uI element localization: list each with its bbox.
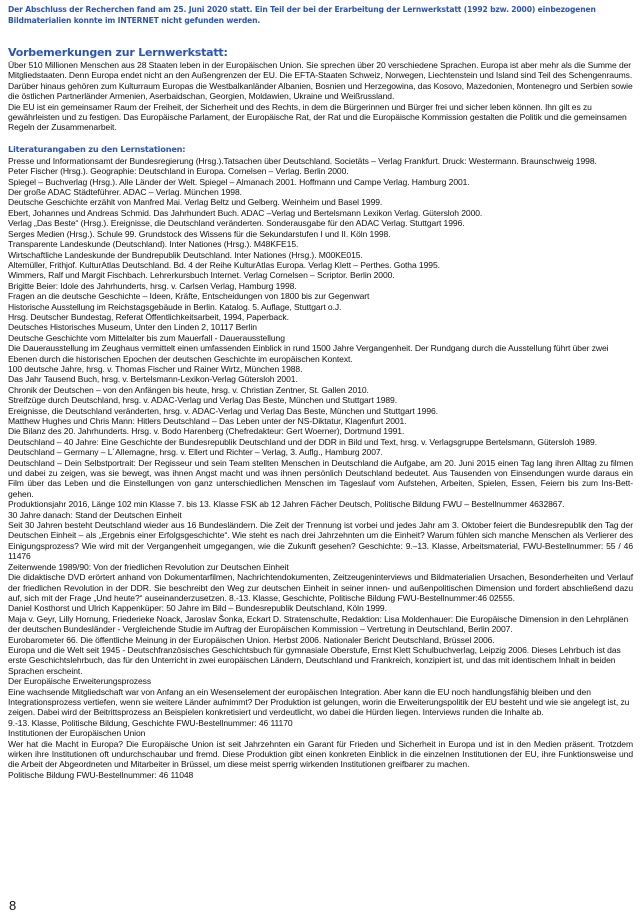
literature-entry: Ebert, Johannes und Andreas Schmid. Das Jahrhundert Buch. ADAC –Verlag und Bertelsmann Lexikon Verlag. Gütersloh 2000. (8, 207, 483, 218)
page-number: 8 (9, 898, 17, 913)
literature-entry: Ereignisse, die Deutschland veränderten, hrsg. v. ADAC-Verlag und Verlag Das Beste, München und Stuttgart 1996. (8, 405, 438, 416)
literature-entry: Deutschland – Dein Selbstportrait: Der Regisseur und sein Team stellten Menschen in Deutschland die Aufgabe, am 20. Juni 2015 einen Tag lang ihren Alltag zu filmen und dabei zu zeigen, was sie bewegt, was ihnen Angst macht und was ihnen persönlich Deutschland bedeutet. Aus Tausenden von Einsendungen wurde daraus ein Film über das Leben und die Einstellungen von ganz unterschiedlichen Menschen im Tageslauf vom Aufstehen, Arbeiten, Spielen, Essen, Feiern bis zum Ins-Bett-gehen. (8, 457, 633, 499)
literature-entry: Eine wachsende Mitgliedschaft war von Anfang an ein Wesenselement der europäischen Integration. Aber kann die EU noch handlungsfähig bleiben und den Integrationsprozess vertiefen, wenn sie weitere Länder aufnimmt? Der Produktion ist gelungen, worin die Erweiterungspolitik der EU besteht und wie sie angelegt ist, zu zeigen. Dabei wird der Beitrittsprozess an Beispielen konkretisiert und verdeutlicht, wo dabei die Hürden liegen. Interviews runden die Inhalte ab. (8, 686, 630, 718)
literature-entry: Wer hat die Macht in Europa? Die Europäische Union ist seit Jahrzehnten ein Garant für Frieden und Sicherheit in Europa und ist in den Medien präsent. Trotzdem wirken ihre Institutionen oft undurchschaubar und fremd. Diese Produktion gibt einen konkreten Einblick in die einzelnen Institutionen der EU, ihre Funktionsweise und die Arbeit der Abgeordneten und Mitarbeiter in Brüssel, um diese meist sperrig wirkenden Institutionen greifbarer zu machen. (8, 738, 633, 770)
literature-entry: 9.-13. Klasse, Politische Bildung, Geschichte FWU-Bestellnummer: 46 11170 (8, 717, 293, 728)
literature-entry: Verlag „Das Beste“ (Hrsg.). Ereignisse, die Deutschland veränderten. Sonderausgabe für den ADAC Verlag. Stuttgart 1996. (8, 218, 465, 229)
literature-entry: Brigitte Beier: Idole des Jahrhunderts, hrsg. v. Carlsen Verlag, Hamburg 1998. (8, 280, 297, 291)
literature-entry: Der große ADAC Städteführer. ADAC – Verlag. München 1998. (8, 187, 242, 198)
intro-heading: Vorbemerkungen zur Lernwerkstatt: (8, 46, 228, 59)
literature-entry: Europa und die Welt seit 1945 - Deutschfranzösisches Geschichtsbuch für gymnasiale Oberstufe, Ernst Klett Schulbuchverlag, Leipzig 2006. Dieses Lehrbuch ist das erste Geschichtslehrbuch, das für den Unterricht in zwei europäischen Ländern, Deutschland und Frankreich, konzipiert ist, und das mit identischem Inhalt in beiden Sprachen erscheint. (8, 644, 621, 676)
intro-text (8, 60, 633, 133)
literature-entry: Der Europäische Erweiterungsprozess (8, 676, 152, 687)
literature-entry: 30 Jahre danach: Stand der Deutschen Einheit (8, 509, 182, 520)
literature-entry: Eurobarometer 66. Die öffentliche Meinung in der Europäischen Union. Herbst 2006. Nationaler Bericht Deutschland, Brüssel 2006. (8, 634, 495, 645)
literature-entry: Chronik der Deutschen – von den Anfängen bis heute, hrsg. v. Christian Zentner, St. Gallen 2010. (8, 384, 369, 395)
intro-paragraph: Über 510 Millionen Menschen aus 28 Staaten leben in der Europäischen Union. Sie sprechen über 20 verschiedene Sprachen. Europa ist aber mehr als die Summe der Mitgliedstaaten. Denn Europa endet nicht an den Außengrenzen der EU. Die EFTA-Staaten Schweiz, Norwegen, Liechtenstein und Island sind Teil des Schengenraums. Darüber hinaus gehören zum Kulturraum Europas die Westbalkanländer Albanien, Bosnien und Herzegowina, das Kosovo, Mazedonien, Montenegro und Serbien sowie die östlichen Partnerländer Armenien, Aserbaidschan, Georgien, Moldawien, Ukraine und Weißrussland. (8, 60, 633, 102)
literature-heading: Literaturangaben zu den Lernstationen: (8, 143, 186, 154)
literature-entry: Historische Ausstellung im Reichstagsgebäude in Berlin. Katalog. 5. Auflage, Stuttgart o.J. (8, 301, 342, 312)
literature-entry: Hrsg. Deutscher Bundestag, Referat Öffentlichkeitsarbeit, 1994, Paperback. (8, 311, 289, 322)
literature-list (8, 156, 633, 780)
literature-entry: Presse und Informationsamt der Bundesregierung (Hrsg.).Tatsachen über Deutschland. Societäts – Verlag Frankfurt. Druck: Westermann. Braunschweig 1998. (8, 155, 597, 166)
literature-entry: Die Dauerausstellung im Zeughaus vermittelt einen umfassenden Einblick in rund 1500 Jahre Vergangenheit. Der Rundgang durch die Ausstellung führt über zwei Ebenen durch die historischen Epochen der deutschen Geschichte im europäischen Kontext. (8, 343, 609, 364)
literature-entry: Das Jahr Tausend Buch, hrsg. v. Bertelsmann-Lexikon-Verlag Gütersloh 2001. (8, 374, 298, 385)
literature-entry: Transparente Landeskunde (Deutschland). Inter Nationes (Hrsg.). M48KFE15. (8, 239, 299, 250)
literature-entry: Maja v. Geyr, Lilly Hornung, Friederieke Noack, Jaroslav Šonka, Eckart D. Stratenschulte, Redaktion: Lisa Moldenhauer: Die Europäische Dimension in den Lehrplänen der deutschen Bundesländer - Vergleichende Studie im Auftrag der Europäischen Kommission – Vertretung in Deutschland, Berlin 2007. (8, 613, 629, 635)
literature-entry: Seit 30 Jahren besteht Deutschland wieder aus 16 Bundesländern. Die Zeit der Trennung ist vorbei und jedes Jahr am 3. Oktober feiert die Bundesrepublik den Tag der Deutschen Einheit – als „Ergebnis einer Erfolgsgeschichte“. Wie steht es nach drei Jahrzehnten um die Einheit? Warum fühlen sich manche Menschen als Verlierer des Einigungsprozess? Wie wird mit der Vergangenheit umgegangen, wie die Zukunft gesehen? Geschichte: 9.–13. Klasse, Arbeitsmaterial, FWU-Bestellnummer: 55 / 46 11476 (8, 520, 633, 562)
literature-entry: Fragen an die deutsche Geschichte – Ideen, Kräfte, Entscheidungen von 1800 bis zur Gegenwart (8, 291, 370, 302)
literature-entry: Streifzüge durch Deutschland, hrsg. v. ADAC-Verlag und Verlag Das Beste, München und Stuttgart 1989. (8, 395, 398, 406)
literature-entry: Altemüller, Frithjof. KulturAtlas Deutschland. Bd. 4 der Reihe KulturAtlas Europa. Verlag Klett – Perthes. Gotha 1995. (8, 259, 440, 270)
intro-paragraph: Die EU ist ein gemeinsamer Raum der Freiheit, der Sicherheit und des Rechts, in dem die Bürgerinnen und Bürger frei und sicher leben können. Ihn gilt es zu gewährleisten und zu festigen. Das Europäische Parlament, der Europäische Rat, der Rat und die Europäische Kommission gestalten die Politik und die gemeinsamen Regeln der Zusammenarbeit. (8, 101, 627, 133)
literature-entry: Peter Fischer (Hrsg.). Geographie: Deutschland in Europa. Cornelsen – Verlag. Berlin 2000. (8, 166, 349, 177)
literature-entry: Spiegel – Buchverlag (Hrsg.). Alle Länder der Welt. Spiegel – Almanach 2001. Hoffmann und Campe Verlag. Hamburg 2001. (8, 176, 470, 187)
literature-entry: Zeitenwende 1989/90: Von der friedlichen Revolution zur Deutschen Einheit (8, 561, 289, 572)
literature-entry: Politische Bildung FWU-Bestellnummer: 46 11048 (8, 769, 194, 780)
literature-entry: Deutschland – 40 Jahre: Eine Geschichte der Bundesrepublik Deutschland und der DDR in Bild und Text, hrsg. v. Verlagsgruppe Bertelsmann, Gütersloh 1989. (8, 436, 598, 447)
literature-entry: Die didaktische DVD erörtert anhand von Dokumentarfilmen, Nachrichtendokumenten, Zeitzeugeninterviews und Bildmaterialien Ursachen, Besonderheiten und Verlauf der friedlichen Revolution in der DDR. Sie beschreibt den Weg zur deutschen Einheit in seiner innen- und außenpolitischen Dimension und fordert abschließend dazu auf, sich mit der Frage „Und heute?“ auseinanderzusetzen. 8.-13. Klasse, Geschichte, Politische Bildung FWU-Bestellnummer:46 02555. (8, 572, 633, 603)
literature-entry: Die Bilanz des 20. Jahrhunderts. Hrsg. v. Bodo Harenberg (Chefredakteur: Gert Woerner), Dortmund 1991. (8, 426, 405, 437)
literature-entry: Daniel Kosthorst und Ulrich Kappenküper: 50 Jahre im Bild – Bundesrepublik Deutschland, Köln 1999. (8, 603, 387, 614)
literature-entry: Serges Medien (Hrsg.). Schule 99. Grundstock des Wissens für die Sekundarstufen I und II. Köln 1998. (8, 228, 391, 239)
literature-entry: Deutsches Historisches Museum, Unter den Linden 2, 10117 Berlin (8, 322, 257, 333)
literature-entry: Deutsche Geschichte vom Mittelalter bis zum Mauerfall - Dauerausstellung (8, 332, 285, 343)
document-page (8, 4, 633, 780)
literature-entry: Produktionsjahr 2016, Länge 102 min Klasse 7. bis 13. Klasse FSK ab 12 Jahren Fächer Deutsch, Politische Bildung FWU – Bestellnummer 4632867. (8, 499, 565, 510)
literature-entry: Wirtschaftliche Landeskunde der Bundrepublik Deutschland. Inter Nationes (Hrsg.). M00KE015. (8, 249, 363, 260)
literature-entry: 100 deutsche Jahre, hrsg. v. Thomas Fischer und Rainer Wirtz, München 1988. (8, 363, 303, 374)
literature-entry: Matthew Hughes und Chris Mann: Hitlers Deutschland – Das Leben unter der NS-Diktatur, Klagenfurt 2001. (8, 416, 407, 426)
literature-entry: Institutionen der Europäischen Union (8, 728, 146, 739)
research-notice: Der Abschluss der Recherchen fand am 25. Juni 2020 statt. Ein Teil der bei der Erarbeitung der Lernwerkstatt (1992 bzw. 2000) einbezogenen Bildmaterialien konnte im INTERNET nicht gefunden werden. (8, 5, 596, 25)
literature-entry: Deutsche Geschichte erzählt von Manfred Mai. Verlag Beltz und Gelberg. Weinheim und Basel 1999. (8, 197, 383, 208)
literature-entry: Wimmers, Ralf und Margit Fischbach. Lehrerkursbuch Internet. Verlag Cornelsen – Scriptor. Berlin 2000. (8, 270, 395, 281)
literature-entry: Deutschland – Germany – L´Allemagne, hrsg. v. Ellert und Richter – Verlag, 3. Auflg., Hamburg 2007. (8, 447, 383, 458)
